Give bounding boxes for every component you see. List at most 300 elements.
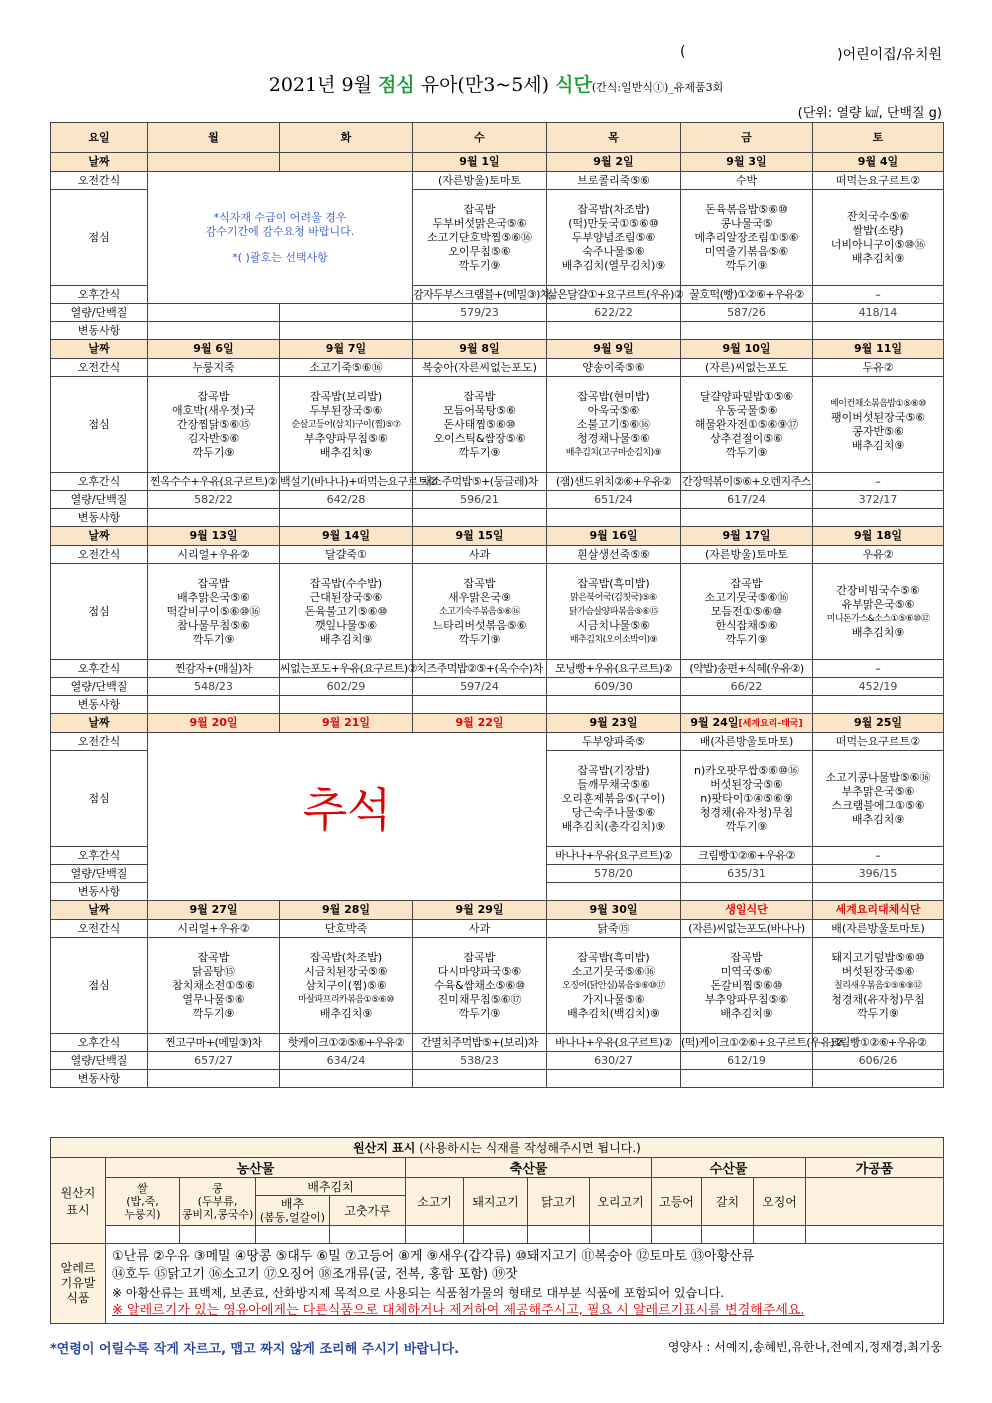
dish: 배추김치⑨ (319, 1006, 373, 1020)
dish: 잡곡밥 (197, 389, 230, 403)
notice-line: 감수기간에 감수요청 바랍니다. (205, 224, 355, 238)
am-snack-label: 오전간식 (51, 733, 148, 751)
kcal-cell: 587/26 (681, 304, 813, 322)
dish: 청경채나물⑤⑥ (577, 431, 650, 445)
lunch-cell (813, 377, 944, 473)
kcal-empty (280, 304, 413, 322)
agri-header: 농산물 (106, 1158, 406, 1178)
origin-input[interactable] (330, 1226, 406, 1244)
date-cell: 9월 28일 (280, 901, 413, 920)
am-snack-cell: 닭죽⑮ (547, 920, 681, 938)
lunch-cell (280, 377, 413, 473)
pm-snack-cell: 찐감자+(매실)차 (148, 660, 280, 678)
origin-title: 원산지 표시 (353, 1141, 416, 1155)
dish: 너비아니구이⑤⑩⑯ (830, 237, 926, 251)
pm-snack-cell: (잼)샌드위치②⑥+우유② (547, 473, 681, 491)
weekday-tue: 화 (280, 123, 413, 153)
dish: 돈육불고기⑤⑥⑩ (304, 604, 388, 618)
dish: 잡곡밥(수수밥) (309, 576, 383, 590)
kimchi-header: 배추김치 (256, 1178, 406, 1196)
date-cell: 9월 17일 (681, 527, 813, 546)
dish: 미니돈가스&소스①⑤⑥⑩⑫ (826, 613, 930, 624)
kcal-cell: 597/24 (413, 678, 547, 696)
pm-snack-cell: 백설기(바나나)+떠먹는요구르트② (280, 473, 413, 491)
pm-snack-cell: – (813, 660, 944, 678)
dish: 청경채(유자청)무침 (831, 992, 925, 1006)
seafood-header: 수산물 (652, 1158, 806, 1178)
dish: 모듬어묵탕⑤⑥ (443, 403, 516, 417)
lunch-cell (413, 938, 547, 1034)
week3-change-row (51, 696, 944, 714)
change-label: 변동사항 (51, 1070, 148, 1088)
origin-input[interactable] (180, 1226, 256, 1244)
dish: 잡곡밥 (463, 950, 496, 964)
pm-snack-cell: 크림빵①②⑥+우유② (813, 1034, 944, 1052)
title-mid: 유아(만3~5세) (414, 74, 556, 96)
origin-input[interactable] (256, 1226, 330, 1244)
date-cell: 9월 18일 (813, 527, 944, 546)
notice-line: *( )괄호는 선택사항 (232, 250, 328, 264)
bean-line: 콩비지,콩국수) (181, 1208, 254, 1221)
change-cell (547, 1070, 681, 1088)
change-cell (280, 1070, 413, 1088)
am-snack-cell: 사과 (413, 546, 547, 564)
date-cell-holiday: 9월 20일 (148, 714, 280, 733)
dish: 부추양파무침⑤⑥ (304, 431, 388, 445)
dish: 다시마양파국⑤⑥ (437, 964, 522, 978)
date-cell: 9월 3일 (681, 153, 813, 172)
rice-line: 누룽지) (124, 1208, 161, 1221)
kcal-cell: 582/22 (148, 491, 280, 509)
menu-table (50, 122, 944, 1088)
lunch-cell (413, 190, 547, 286)
am-snack-cell: 달걀죽① (280, 546, 413, 564)
dish: 돈육볶음밥⑤⑥⑩ (705, 202, 788, 216)
dish: 깻잎나물⑤⑥ (314, 618, 378, 632)
dish: 잡곡밥 (197, 950, 230, 964)
holiday-cell (148, 733, 547, 901)
date-cell: 9월 25일 (813, 714, 944, 733)
squid-header: 오징어 (754, 1178, 806, 1226)
week3-pm-row (51, 660, 944, 678)
weekday-wed: 수 (413, 123, 547, 153)
origin-table (50, 1137, 944, 1324)
kcal-cell: 657/27 (148, 1052, 280, 1070)
am-snack-cell: (자른)씨없는포도 (681, 359, 813, 377)
am-snack-label: 오전간식 (51, 359, 148, 377)
date-cell: 9월 14일 (280, 527, 413, 546)
origin-input[interactable] (806, 1226, 944, 1244)
week5-am-row (51, 920, 944, 938)
dish: 잔치국수⑤⑥ (846, 209, 910, 223)
origin-input[interactable] (406, 1226, 464, 1244)
origin-input[interactable] (464, 1226, 528, 1244)
weekday-thu: 목 (547, 123, 681, 153)
dish: 가지나물⑤⑥ (582, 992, 645, 1006)
dish: 잡곡밥(차조밥) (577, 202, 650, 216)
dish: 들깨무채국⑤⑥ (577, 777, 650, 791)
dish: 깍두기⑨ (458, 632, 501, 646)
date-cell: 9월 6일 (148, 340, 280, 359)
date-label: 날짜 (51, 340, 148, 359)
kcal-empty (148, 304, 280, 322)
date-cell: 9월 9일 (547, 340, 681, 359)
kcal-cell: 418/14 (813, 304, 944, 322)
pm-snack-cell: 찐고구마+(메밀③)차 (148, 1034, 280, 1052)
origin-input-row (51, 1226, 944, 1244)
dish: 깍두기⑨ (725, 632, 768, 646)
processed-header: 가공품 (806, 1158, 944, 1178)
pm-snack-cell: 크림빵①②⑥+우유② (681, 847, 813, 865)
pm-snack-cell: 바나나+우유(요구르트)② (547, 1034, 681, 1052)
dish: (떡)만둣국①⑤⑥⑩ (568, 216, 659, 230)
lunch-cell (681, 751, 813, 847)
am-snack-cell: 배(자른방울토마토) (813, 920, 944, 938)
am-snack-cell: 시리얼+우유② (148, 920, 280, 938)
change-cell (413, 509, 547, 527)
lunch-cell (280, 938, 413, 1034)
lunch-label: 점심 (51, 377, 148, 473)
pm-snack-cell: 간멸치주먹밥⑤+(보리)차 (413, 1034, 547, 1052)
change-cell (681, 696, 813, 714)
week4-am-row (51, 733, 944, 751)
pm-snack-cell: 핫케이크①②⑤⑥+우유② (280, 1034, 413, 1052)
kcal-cell: 602/29 (280, 678, 413, 696)
week3-kcal-row (51, 678, 944, 696)
dish: 스크램블에그①⑤⑥ (831, 798, 925, 812)
dish: 떡갈비구이⑤⑥⑩⑯ (166, 604, 261, 618)
date-cell: 9월 4일 (813, 153, 944, 172)
notice-cell (148, 172, 413, 304)
am-snack-cell: 두부양파죽⑤ (547, 733, 681, 751)
date-cell: 9월 16일 (547, 527, 681, 546)
kcal-cell: 642/28 (280, 491, 413, 509)
date-cell-world: 세계요리대체식단 (813, 901, 944, 920)
lunch-cell (148, 564, 280, 660)
week2-lunch-row (51, 377, 944, 473)
week2-kcal-row (51, 491, 944, 509)
dish: 오이스틱&쌈장⑤⑥ (433, 431, 526, 445)
pm-snack-cell: 찐옥수수+우유(요구르트)② (148, 473, 280, 491)
week2-pm-row (51, 473, 944, 491)
week3-am-row (51, 546, 944, 564)
pork-header: 돼지고기 (464, 1178, 528, 1226)
date-cell: 9월 29일 (413, 901, 547, 920)
change-cell (813, 883, 944, 901)
bean-line: (두부류, (197, 1195, 238, 1208)
dish: 오이무침⑤⑥ (448, 244, 511, 258)
date-label: 날짜 (51, 901, 148, 920)
date-cell: 9월 11일 (813, 340, 944, 359)
am-snack-cell: 두유② (813, 359, 944, 377)
pm-snack-label: 오후간식 (51, 286, 148, 304)
footer-note: *연령이 어릴수록 작게 자르고, 맵고 짜지 않게 조리해 주시기 바랍니다. (50, 1342, 460, 1357)
title-meal: 점심 (377, 74, 415, 96)
mackerel-header: 고등어 (652, 1178, 702, 1226)
kcal-cell: 634/24 (280, 1052, 413, 1070)
duck-header: 오리고기 (590, 1178, 652, 1226)
lunch-cell (681, 938, 813, 1034)
kcal-cell: 635/31 (681, 865, 813, 883)
dish: 우동국물⑤⑥ (715, 403, 778, 417)
pm-snack-cell: (약밥)송편+식혜(우유②) (681, 660, 813, 678)
am-snack-cell: 수박 (681, 172, 813, 190)
lunch-cell (681, 377, 813, 473)
change-label: 변동사항 (51, 883, 148, 901)
change-cell (681, 322, 813, 340)
lunch-label: 점심 (51, 190, 148, 286)
change-cell (148, 1070, 280, 1088)
change-label: 변동사항 (51, 696, 148, 714)
pm-snack-cell: – (813, 473, 944, 491)
lunch-label: 점심 (51, 751, 148, 847)
dish: 잡곡밥(보리밥) (309, 389, 383, 403)
dish: 미역국⑤⑥ (720, 964, 773, 978)
lunch-label: 점심 (51, 938, 148, 1034)
date-cell (681, 714, 813, 733)
dish: 간장찜닭⑤⑥⑮ (176, 417, 251, 431)
beef-header: 소고기 (406, 1178, 464, 1226)
lunch-cell (547, 751, 681, 847)
dish: 미역줄기볶음⑤⑥ (704, 244, 789, 258)
dish: 깍두기⑨ (458, 258, 501, 272)
date-cell: 9월 23일 (547, 714, 681, 733)
kcal-cell: 606/26 (813, 1052, 944, 1070)
dish: 배추김치⑨ (851, 812, 905, 826)
week5-pm-row (51, 1034, 944, 1052)
origin-label (51, 1158, 106, 1244)
dish: 돼지고기덮밥⑤⑥⑩ (831, 950, 925, 964)
dish: 배추김치⑨ (851, 625, 905, 639)
dish: 마살파프리카볶음①⑤⑥⑩ (298, 994, 394, 1005)
week1-am-row (51, 172, 944, 190)
dish: 잡곡밥 (463, 389, 496, 403)
pepper-header: 고춧가루 (330, 1196, 406, 1226)
allergy-warning: ※ 알레르기가 있는 영유아에게는 다른식품으로 대체하거나 제거하여 제공해주시고, 필요 시 알레르기표시를 변경해주세요. (112, 1302, 805, 1318)
dish: 배추김치⑨ (319, 445, 373, 459)
week2-change-row (51, 509, 944, 527)
dish: 아욱국⑤⑥ (587, 403, 640, 417)
date-label: 날짜 (51, 153, 148, 172)
kcal-cell: 66/22 (681, 678, 813, 696)
dish: 두부버섯맑은국⑤⑥ (432, 216, 527, 230)
dish: 참치채소전①⑤⑥ (172, 978, 255, 992)
dish: 닭가슴살양파볶음⑤⑥⑮ (568, 606, 659, 617)
change-cell (148, 509, 280, 527)
origin-label-line: 원산지 (60, 1185, 96, 1200)
dish: 배추김치(총각김치)⑨ (561, 819, 666, 833)
dish: 배추김치(열무김치)⑨ (561, 258, 666, 272)
date-empty (280, 153, 413, 172)
change-cell (681, 1070, 813, 1088)
pm-snack-cell: 치즈주먹밥②⑤+(옥수수)차 (413, 660, 547, 678)
date-cell-holiday: 9월 21일 (280, 714, 413, 733)
kcal-cell: 630/27 (547, 1052, 681, 1070)
dish: 쌀밥(소량) (852, 223, 904, 237)
change-cell (280, 696, 413, 714)
dish: 열무나물⑤⑥ (182, 992, 245, 1006)
week5-lunch-row (51, 938, 944, 1034)
kcal-label: 열량/단백질 (51, 491, 148, 509)
am-snack-cell: 시리얼+우유② (148, 546, 280, 564)
date-cell: 9월 1일 (413, 153, 547, 172)
am-snack-label: 오전간식 (51, 920, 148, 938)
lunch-cell (547, 190, 681, 286)
dish: 시금치된장국⑤⑥ (304, 964, 388, 978)
week1-date-row (51, 153, 944, 172)
pm-snack-cell: – (813, 847, 944, 865)
dish: 애호박(새우젓)국 (172, 403, 255, 417)
dish: 청경채(유자청)무침 (699, 805, 794, 819)
allergy-content (106, 1244, 944, 1324)
weekday-fri: 금 (681, 123, 813, 153)
dish: 깍두기⑨ (725, 258, 768, 272)
dish: 느타리버섯볶음⑤⑥ (432, 618, 527, 632)
dish: 깍두기⑨ (192, 632, 235, 646)
origin-input[interactable] (702, 1226, 754, 1244)
dish: 한식잡채⑤⑥ (715, 618, 778, 632)
dish: 돈사태찜⑤⑥⑩ (443, 417, 516, 431)
change-cell (280, 322, 413, 340)
date-cell: 9월 15일 (413, 527, 547, 546)
rice-header (106, 1178, 180, 1226)
dish: 잡곡밥 (463, 202, 496, 216)
cabbage-line: (봄동,얼갈이) (259, 1210, 326, 1224)
title-prefix: 2021년 9월 (268, 74, 378, 96)
dish: 소고기단호박찜⑤⑥⑯ (426, 230, 533, 244)
lunch-cell (413, 377, 547, 473)
am-snack-cell: 소고기죽⑤⑥⑯ (280, 359, 413, 377)
dish: 버섯된장국⑤⑥ (841, 964, 915, 978)
origin-input[interactable] (106, 1226, 180, 1244)
dish: 맑은북어국(김칫국)⑤⑥ (570, 592, 657, 603)
origin-input[interactable] (754, 1226, 806, 1244)
origin-input[interactable] (652, 1226, 702, 1244)
change-cell (681, 883, 813, 901)
dish: 시금치나물⑤⑥ (577, 618, 650, 632)
chicken-header: 닭고기 (528, 1178, 590, 1226)
pm-snack-cell: 감자두부스크램블+(메밀③)차 (413, 286, 547, 304)
pm-snack-cell: – (813, 286, 944, 304)
change-cell (148, 322, 280, 340)
kcal-label: 열량/단백질 (51, 865, 148, 883)
am-snack-cell: 배(자른방울토마토) (681, 733, 813, 751)
week5-kcal-row (51, 1052, 944, 1070)
dish: 부추맑은국⑤⑥ (841, 784, 915, 798)
change-cell (813, 322, 944, 340)
dish: 닭곰탕⑮ (192, 964, 235, 978)
page-title (0, 70, 992, 97)
holiday-text: 추석 (302, 783, 392, 837)
am-snack-cell: 떠먹는요구르트② (813, 733, 944, 751)
rice-line: 쌀 (137, 1182, 148, 1195)
kcal-cell: 538/23 (413, 1052, 547, 1070)
dish: 두부양념조림⑤⑥ (571, 230, 656, 244)
dish: 잡곡밥(기장밥) (577, 763, 650, 777)
org-paren: ( (680, 44, 686, 60)
weekday-header-row (51, 123, 944, 153)
week1-change-row (51, 322, 944, 340)
am-snack-label: 오전간식 (51, 546, 148, 564)
dish: 깍두기⑨ (192, 1006, 235, 1020)
dish: 깍두기⑨ (458, 1006, 501, 1020)
dish: 잡곡밥(현미밥) (577, 389, 650, 403)
dish: 두부된장국⑤⑥ (309, 403, 383, 417)
lunch-cell (813, 938, 944, 1034)
kcal-cell: 622/22 (547, 304, 681, 322)
bean-line: 콩 (212, 1182, 223, 1195)
allergy-note: ※ 아황산류는 표백제, 보존료, 산화방지제 목적으로 사용되는 식품첨가물의 형태로 대부분 식품에 포함되어 있습니다. (112, 1285, 725, 1300)
day-label: 요일 (51, 123, 148, 153)
lunch-cell (280, 564, 413, 660)
date-cell: 9월 10일 (681, 340, 813, 359)
dish: n)카오팟무쌉⑤⑥⑩⑯ (694, 763, 799, 777)
dish: 잡곡밥 (730, 950, 763, 964)
week4-date-row (51, 714, 944, 733)
change-cell (813, 696, 944, 714)
lunch-cell (813, 190, 944, 286)
dish: 달걀양파덮밥①⑤⑥ (699, 389, 794, 403)
kcal-cell: 578/20 (547, 865, 681, 883)
date-cell: 9월 7일 (280, 340, 413, 359)
change-cell (148, 696, 280, 714)
am-snack-cell: 떠먹는요구르트② (813, 172, 944, 190)
dish: 진미채무침⑤⑥⑰ (437, 992, 522, 1006)
dish: 깍두기⑨ (458, 445, 501, 459)
date-label: 날짜 (51, 527, 148, 546)
kcal-cell: 372/17 (813, 491, 944, 509)
unit-note: (단위: 열량 ㎉, 단백질 g) (797, 106, 942, 121)
am-snack-cell: (자른)씨없는포도(바나나) (681, 920, 813, 938)
dish: 버섯된장국⑤⑥ (710, 777, 783, 791)
dish: 소고기뭇국⑤⑥⑯ (571, 964, 656, 978)
dish: 소고기뭇국⑤⑥⑯ (704, 590, 789, 604)
allergy-line: ⑭호두 ⑮닭고기 ⑯소고기 ⑰오징어 ⑱조개류(굴, 전복, 홍합 포함) ⑲잣 (112, 1266, 518, 1282)
allergy-label-line: 기유발 (60, 1276, 96, 1290)
origin-title-note: (사용하시는 식재를 작성해주시면 됩니다.) (419, 1141, 641, 1155)
change-cell (547, 696, 681, 714)
kcal-label: 열량/단백질 (51, 678, 148, 696)
allergy-label-line: 식품 (66, 1291, 90, 1305)
dish: 소고기숙주볶음⑤⑥⑯ (439, 606, 520, 617)
origin-input[interactable] (528, 1226, 590, 1244)
change-cell (547, 883, 681, 901)
change-cell (547, 509, 681, 527)
week5-date-row (51, 901, 944, 920)
date-cell-birthday: 생일식단 (681, 901, 813, 920)
dish: 잡곡밥 (463, 576, 496, 590)
change-cell (280, 509, 413, 527)
livestock-header: 축산물 (406, 1158, 652, 1178)
title-menu: 식단 (555, 74, 592, 96)
origin-title-cell (51, 1138, 944, 1158)
week2-date-row (51, 340, 944, 359)
footer-dietitians: 영양사 : 서예지,송혜빈,유한나,전예지,정재경,최기웅 (667, 1340, 942, 1354)
change-label: 변동사항 (51, 509, 148, 527)
origin-input[interactable] (590, 1226, 652, 1244)
am-snack-cell: 단호박죽 (280, 920, 413, 938)
hairtail-header: 갈치 (702, 1178, 754, 1226)
notice-line: *식자재 수급이 어려울 경우 (213, 210, 347, 224)
dish: 칠리새우볶음①⑤⑥⑨⑫ (834, 980, 922, 991)
dish: 모듬전①⑤⑥⑩ (710, 604, 783, 618)
dish: 새우맑은국⑨ (448, 590, 511, 604)
dish: 깍두기⑨ (725, 819, 768, 833)
dish: 순살고등어(삼치)구이(찜)⑤⑦ (291, 419, 401, 430)
date-theme: [세계요리-태국] (738, 718, 803, 729)
week2-am-row (51, 359, 944, 377)
dish: 근대된장국⑤⑥ (309, 590, 383, 604)
